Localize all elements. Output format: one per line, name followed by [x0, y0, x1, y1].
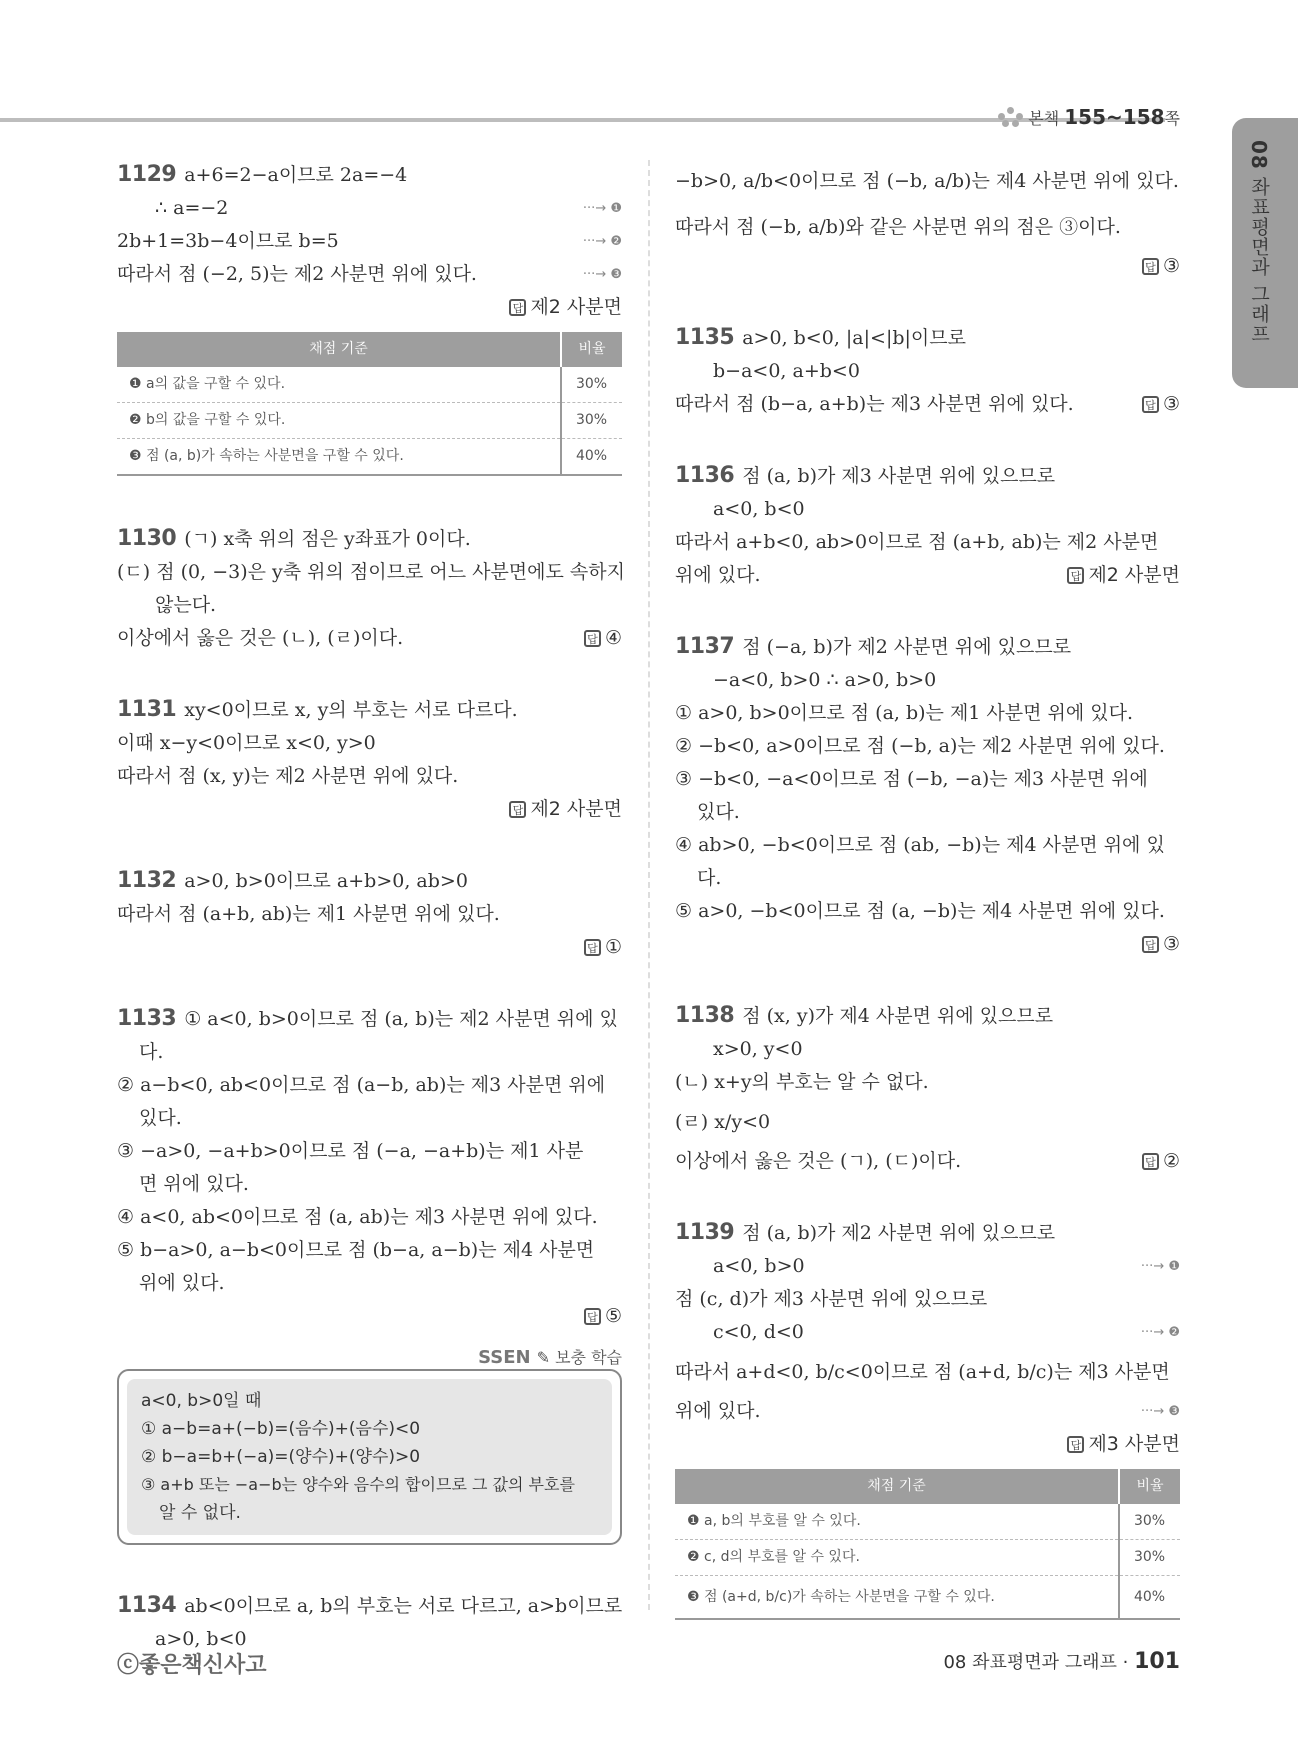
problem-number: 1135 — [675, 325, 735, 350]
solution-line: b−a<0, a+b<0 — [713, 360, 860, 382]
ratio-cell: 30% — [1119, 1540, 1180, 1576]
problem-1129 — [117, 158, 622, 476]
answer-icon: 답 — [1142, 936, 1159, 953]
answer-value: ④ — [604, 627, 622, 649]
supplementary-frame — [117, 1369, 622, 1545]
solution-line: 이상에서 옳은 것은 (ㄱ), (ㄷ)이다. — [675, 1150, 962, 1172]
solution-line: a>0, b<0, |a|<|b|이므로 — [742, 327, 966, 349]
criterion-cell: ❸ 점 (a, b)가 속하는 사분면을 구할 수 있다. — [117, 439, 561, 476]
solution-line: 위에 있다. — [139, 1272, 225, 1294]
answer-icon: 답 — [584, 1308, 601, 1325]
answer — [675, 1428, 1180, 1461]
flower-dots-icon — [998, 107, 1024, 127]
answer — [117, 291, 622, 324]
solution-line: 이상에서 옳은 것은 (ㄴ), (ㄹ)이다. — [117, 627, 404, 649]
solution-line: ④ ab>0, −b<0이므로 점 (ab, −b)는 제4 사분면 위에 있 — [675, 834, 1165, 856]
solution-line: a<0, b>0 — [713, 1255, 805, 1277]
solution-line: 있다. — [139, 1107, 182, 1129]
answer-icon: 답 — [1142, 258, 1159, 275]
page-ref-suffix: 쪽 — [1164, 109, 1180, 128]
answer-icon: 답 — [1142, 396, 1159, 413]
solution-line: (ㄷ) 점 (0, −3)은 y축 위의 점이므로 어느 사분면에도 속하지 — [117, 561, 625, 583]
answer — [117, 1300, 622, 1333]
solution-line: 점 (a, b)가 제2 사분면 위에 있으므로 — [742, 1222, 1056, 1244]
solution-line: ① a<0, b>0이므로 점 (a, b)는 제2 사분면 위에 있 — [184, 1008, 618, 1030]
supplementary-content — [127, 1379, 612, 1535]
problem-number: 1133 — [117, 1006, 177, 1031]
supplementary-line: 알 수 없다. — [159, 1503, 241, 1523]
solution-line: (ㄱ) x축 위의 점은 y좌표가 0이다. — [184, 528, 471, 550]
answer-icon: 답 — [584, 630, 601, 647]
solution-line: 따라서 점 (−2, 5)는 제2 사분면 위에 있다. — [117, 263, 477, 285]
answer — [117, 931, 622, 964]
ratio-header: 비율 — [1119, 1469, 1180, 1504]
solution-line: 않는다. — [155, 594, 217, 616]
answer-value: 제2 사분면 — [530, 798, 622, 820]
step-marker: ···→ ❶ — [582, 201, 622, 216]
page-reference — [998, 105, 1180, 129]
problem-1135 — [675, 321, 1180, 421]
ratio-cell: 30% — [561, 367, 622, 403]
solution-line: 따라서 a+d<0, b/c<0이므로 점 (a+d, b/c)는 제3 사분면 — [675, 1361, 1170, 1383]
criterion-cell: ❶ a의 값을 구할 수 있다. — [117, 367, 561, 403]
solution-line: 위에 있다. — [675, 564, 761, 586]
solution-line: ② a−b<0, ab<0이므로 점 (a−b, ab)는 제3 사분면 위에 — [117, 1074, 606, 1096]
step-marker: ···→ ❷ — [1140, 1325, 1180, 1340]
solution-line: a>0, b>0이므로 a+b>0, ab>0 — [184, 870, 468, 892]
supplementary-header — [117, 1341, 622, 1369]
solution-line: −a<0, b>0 ∴ a>0, b>0 — [713, 669, 937, 691]
solution-line: (ㄴ) x+y의 부호는 알 수 없다. — [675, 1071, 929, 1093]
table-row — [675, 1504, 1180, 1540]
solution-line: 따라서 점 (b−a, a+b)는 제3 사분면 위에 있다. — [675, 393, 1074, 415]
table-row — [675, 1540, 1180, 1576]
problem-number: 1131 — [117, 697, 177, 722]
answer-value: 제3 사분면 — [1088, 1433, 1180, 1455]
table-row — [117, 403, 622, 439]
solution-line: 이때 x−y<0이므로 x<0, y>0 — [117, 732, 376, 754]
solution-line: 따라서 점 (x, y)는 제2 사분면 위에 있다. — [117, 765, 459, 787]
answer-value: 제2 사분면 — [1088, 564, 1180, 586]
solution-line: 면 위에 있다. — [139, 1173, 249, 1195]
solution-line: c<0, d<0 — [713, 1321, 804, 1343]
solution-line: x>0, y<0 — [713, 1038, 803, 1060]
chapter-tab-number: 08 — [1247, 140, 1271, 170]
solution-line: ③ −b<0, −a<0이므로 점 (−b, −a)는 제3 사분면 위에 — [675, 768, 1148, 790]
solution-line: 2b+1=3b−4이므로 b=5 — [117, 230, 339, 252]
criterion-cell: ❸ 점 (a+d, b/c)가 속하는 사분면을 구할 수 있다. — [675, 1576, 1119, 1620]
answer — [675, 928, 1180, 961]
grading-table — [675, 1469, 1180, 1620]
problem-1131 — [117, 693, 622, 826]
supplementary-line: ③ a+b 또는 −a−b는 양수와 음수의 합이므로 그 값의 부호를 — [141, 1475, 575, 1494]
answer-value: ③ — [1162, 933, 1180, 955]
answer-icon: 답 — [584, 939, 601, 956]
answer-value: ③ — [1162, 255, 1180, 277]
answer-value: ② — [1162, 1150, 1180, 1172]
page-footer: 08 좌표평면과 그래프 · 101 — [943, 1649, 1180, 1674]
table-row — [117, 439, 622, 476]
criterion-cell: ❷ b의 값을 구할 수 있다. — [117, 403, 561, 439]
supplementary-label: 보충 학습 — [555, 1348, 622, 1367]
page-ref-prefix: 본책 — [1028, 109, 1060, 128]
chapter-tab-label — [1246, 140, 1273, 344]
table-row — [117, 367, 622, 403]
solution-line: ③ −a>0, −a+b>0이므로 점 (−a, −a+b)는 제1 사분 — [117, 1140, 584, 1162]
problem-number: 1139 — [675, 1220, 735, 1245]
solution-line: ⑤ b−a>0, a−b<0이므로 점 (b−a, a−b)는 제4 사분면 — [117, 1239, 595, 1261]
problem-number: 1129 — [117, 162, 177, 187]
solution-line: ④ a<0, ab<0이므로 점 (a, ab)는 제3 사분면 위에 있다. — [117, 1206, 598, 1228]
problem-number: 1134 — [117, 1593, 177, 1618]
solution-line: ① a>0, b>0이므로 점 (a, b)는 제1 사분면 위에 있다. — [675, 702, 1134, 724]
criterion-cell: ❶ a, b의 부호를 알 수 있다. — [675, 1504, 1119, 1540]
right-column — [675, 158, 1180, 1658]
page-number: 101 — [1134, 1649, 1180, 1674]
problem-1133 — [117, 1002, 622, 1333]
grading-header: 채점 기준 — [117, 332, 561, 367]
chapter-tab-title: 좌표평면과 그래프 — [1248, 176, 1270, 344]
problem-number: 1130 — [117, 526, 177, 551]
ratio-cell: 30% — [1119, 1504, 1180, 1540]
problem-1139 — [675, 1216, 1180, 1620]
answer — [1142, 1145, 1180, 1178]
answer — [117, 793, 622, 826]
answer-icon: 답 — [509, 801, 526, 818]
solution-line: a>0, b<0 — [155, 1628, 247, 1650]
problem-1134-continued — [675, 158, 1180, 283]
solution-line: 있다. — [697, 801, 740, 823]
supplementary-line: a<0, b>0일 때 — [141, 1391, 262, 1411]
solution-line: ⑤ a>0, −b<0이므로 점 (a, −b)는 제4 사분면 위에 있다. — [675, 900, 1165, 922]
page-ref-range: 155~158 — [1064, 105, 1165, 129]
solution-line: ② −b<0, a>0이므로 점 (−b, a)는 제2 사분면 위에 있다. — [675, 735, 1165, 757]
answer-value: ③ — [1162, 393, 1180, 415]
left-column — [117, 158, 625, 1694]
publisher-logo: ⓒ좋은책신사고 — [117, 1653, 267, 1678]
problem-number: 1137 — [675, 634, 735, 659]
problem-1134 — [117, 1589, 622, 1656]
answer — [584, 622, 622, 655]
solution-line: 점 (x, y)가 제4 사분면 위에 있으므로 — [742, 1005, 1054, 1027]
solution-line: a+6=2−a이므로 2a=−4 — [184, 164, 408, 186]
solution-line: −b>0, a/b<0이므로 점 (−b, a/b)는 제4 사분면 위에 있다. — [675, 170, 1179, 192]
answer-icon: 답 — [509, 299, 526, 316]
table-row — [675, 1576, 1180, 1620]
answer-icon: 답 — [1067, 1436, 1084, 1453]
pencil-icon: ✎ — [536, 1348, 556, 1367]
step-marker: ···→ ❸ — [582, 267, 622, 282]
answer-icon: 답 — [1067, 567, 1084, 584]
step-marker: ···→ ❶ — [1140, 1259, 1180, 1274]
problem-1136 — [675, 459, 1180, 592]
answer-value: 제2 사분면 — [530, 296, 622, 318]
problem-1132 — [117, 864, 622, 964]
ratio-cell: 40% — [561, 439, 622, 476]
solution-line: 점 (c, d)가 제3 사분면 위에 있으므로 — [675, 1288, 988, 1310]
answer-value: ⑤ — [604, 1305, 622, 1327]
problem-number: 1136 — [675, 463, 735, 488]
answer-value: ① — [604, 936, 622, 958]
solution-line: 점 (a, b)가 제3 사분면 위에 있으므로 — [742, 465, 1056, 487]
ratio-header: 비율 — [561, 332, 622, 367]
supplementary-line: ② b−a=b+(−a)=(양수)+(양수)>0 — [141, 1447, 421, 1467]
grading-table — [117, 332, 622, 476]
solution-line: xy<0이므로 x, y의 부호는 서로 다르다. — [184, 699, 518, 721]
grading-header: 채점 기준 — [675, 1469, 1119, 1504]
step-marker: ···→ ❸ — [1140, 1404, 1180, 1419]
solution-line: a<0, b<0 — [713, 498, 805, 520]
solution-line: 점 (−a, b)가 제2 사분면 위에 있으므로 — [742, 636, 1072, 658]
answer — [1067, 559, 1180, 592]
solution-line: (ㄹ) x/y<0 — [675, 1111, 771, 1133]
answer — [1142, 388, 1180, 421]
solution-line: ab<0이므로 a, b의 부호는 서로 다르고, a>b이므로 — [184, 1595, 623, 1617]
solution-line: 따라서 점 (−b, a/b)와 같은 사분면 위의 점은 ③이다. — [675, 216, 1121, 238]
header-rule — [0, 118, 1165, 122]
problem-1138 — [675, 999, 1180, 1178]
solution-line: 다. — [697, 867, 722, 889]
answer — [675, 250, 1180, 283]
problem-1137 — [675, 630, 1180, 961]
answer-icon: 답 — [1142, 1153, 1159, 1170]
solution-line: 따라서 점 (a+b, ab)는 제1 사분면 위에 있다. — [117, 903, 500, 925]
problem-number: 1132 — [117, 868, 177, 893]
problem-1130 — [117, 522, 625, 655]
solution-line: ∴ a=−2 — [155, 197, 229, 219]
column-divider — [648, 160, 650, 1610]
ratio-cell: 30% — [561, 403, 622, 439]
footer-chapter: 08 좌표평면과 그래프 — [943, 1652, 1117, 1673]
step-marker: ···→ ❷ — [582, 234, 622, 249]
solution-line: 따라서 a+b<0, ab>0이므로 점 (a+b, ab)는 제2 사분면 — [675, 531, 1159, 553]
problem-number: 1138 — [675, 1003, 735, 1028]
ratio-cell: 40% — [1119, 1576, 1180, 1620]
supplementary-line: ① a−b=a+(−b)=(음수)+(음수)<0 — [141, 1419, 421, 1439]
supplementary-box — [117, 1341, 622, 1545]
ssen-logo: SSEN — [478, 1347, 531, 1368]
solution-line: 위에 있다. — [675, 1400, 761, 1422]
solution-line: 다. — [139, 1041, 164, 1063]
criterion-cell: ❷ c, d의 부호를 알 수 있다. — [675, 1540, 1119, 1576]
